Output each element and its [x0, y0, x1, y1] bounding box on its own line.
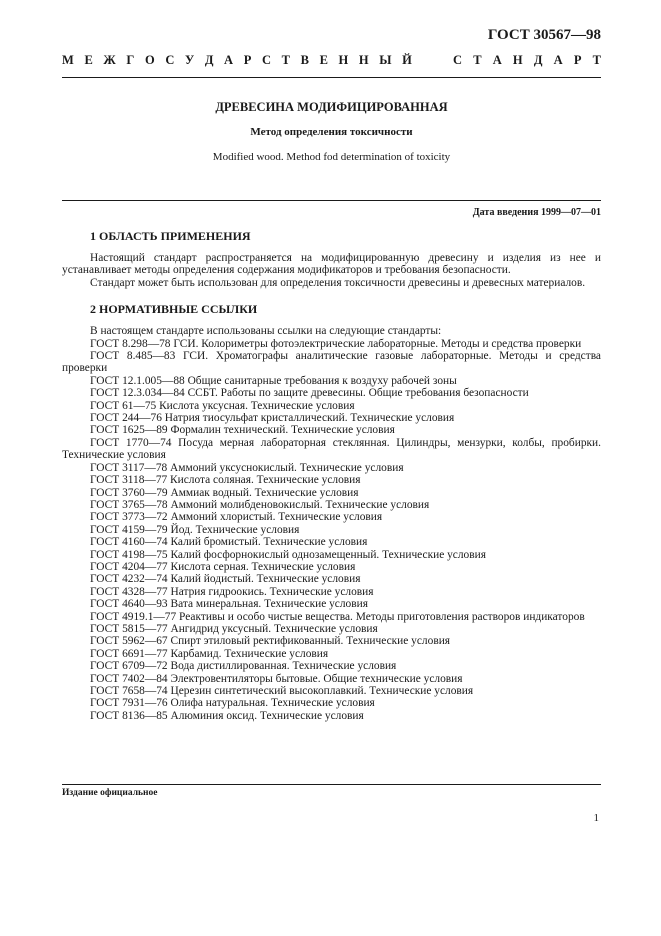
interstate-standard-banner — [62, 53, 601, 68]
reference-item: ГОСТ 4159—79 Йод. Технические условия — [90, 523, 300, 536]
reference-item: ГОСТ 7658—74 Церезин синтетический высокоплавкий. Технические условия — [90, 685, 474, 697]
gost-code: ГОСТ 30567—98 — [487, 27, 601, 43]
reference-item: ГОСТ 6691—77 Карбамид. Технические условия — [90, 647, 329, 660]
reference-item: ГОСТ 4919.1—77 Реактивы и особо чистые вещества. Методы приготовления растворов индикаторов — [90, 610, 585, 623]
section-2-heading: 2 НОРМАТИВНЫЕ ССЫЛКИ — [90, 302, 258, 317]
interstate-word-2: С Т А Н Д А Р Т — [453, 53, 601, 67]
section-1-heading: 1 ОБЛАСТЬ ПРИМЕНЕНИЯ — [90, 229, 251, 243]
document-title: ДРЕВЕСИНА МОДИФИЦИРОВАННАЯ — [215, 100, 448, 114]
reference-item: ГОСТ 4198—75 Калий фосфорнокислый однозамещенный. Технические условия — [90, 548, 486, 561]
reference-item: ГОСТ 1625—89 Формалин технический. Технические условия — [90, 424, 395, 437]
introduction-date: Дата введения 1999—07—01 — [472, 207, 601, 218]
reference-list — [62, 338, 601, 723]
reference-item: ГОСТ 3760—79 Аммиак водный. Технические условия — [90, 486, 359, 499]
reference-item: ГОСТ 4160—74 Калий бромистый. Технические условия — [90, 536, 368, 549]
reference-item: ГОСТ 6709—72 Вода дистиллированная. Технические условия — [90, 660, 397, 673]
reference-item: ГОСТ 3765—78 Аммоний молибденовокислый. Технические условия — [90, 498, 430, 511]
document-subtitle: Метод определения токсичности — [250, 126, 413, 138]
footer-rule — [62, 784, 601, 785]
reference-item: ГОСТ 8.485—83 ГСИ. Хроматографы аналитические газовые лабораторные. Методы и средства проверки — [62, 350, 601, 375]
top-rule — [62, 77, 601, 78]
reference-item: ГОСТ 61—75 Кислота уксусная. Технические условия — [90, 399, 355, 412]
reference-item: ГОСТ 1770—74 Посуда мерная лабораторная стеклянная. Цилиндры, мензурки, колбы, пробирки. Технические условия — [62, 436, 601, 462]
section-1-paragraph: Стандарт может быть использован для определения токсичности древесины и древесных материалов. — [90, 276, 586, 289]
title-bottom-rule — [62, 200, 601, 201]
reference-item: ГОСТ 3773—72 Аммоний хлористый. Технические условия — [90, 511, 383, 524]
reference-item: ГОСТ 4232—74 Калий йодистый. Технические условия — [90, 573, 361, 586]
reference-item: ГОСТ 12.3.034—84 ССБТ. Работы по защите древесины. Общие требования безопасности — [90, 387, 529, 400]
edition-label: Издание официальное — [62, 788, 158, 798]
section-1-paragraph: Настоящий стандарт распространяется на модифицированную древесину и изделия из нее и устанавливает методы определения содержания модификаторов и требования безопасности. — [62, 252, 601, 277]
reference-item: ГОСТ 4204—77 Кислота серная. Технические условия — [90, 560, 356, 573]
reference-item: ГОСТ 7931—76 Олифа натуральная. Технические условия — [90, 697, 375, 710]
document-title-english: Modified wood. Method fod determination of toxicity — [212, 151, 451, 163]
reference-item: ГОСТ 5962—67 Спирт этиловый ректификованный. Технические условия — [90, 635, 451, 648]
reference-item: ГОСТ 3117—78 Аммоний уксуснокислый. Технические условия — [90, 461, 404, 474]
reference-item: ГОСТ 5815—77 Ангидрид уксусный. Технические условия — [90, 622, 378, 635]
reference-item: ГОСТ 244—76 Натрия тиосульфат кристаллический. Технические условия — [90, 412, 455, 425]
reference-item: ГОСТ 8.298—78 ГСИ. Колориметры фотоэлектрические лабораторные. Методы и средства проверки — [90, 337, 582, 350]
reference-item: ГОСТ 12.1.005—88 Общие санитарные требования к воздуху рабочей зоны — [90, 374, 457, 387]
reference-item: ГОСТ 8136—85 Алюминия оксид. Технические условия — [90, 709, 364, 722]
reference-item: ГОСТ 4640—93 Вата минеральная. Технические условия — [90, 598, 368, 611]
reference-item: ГОСТ 4328—77 Натрия гидроокись. Технические условия — [90, 585, 374, 598]
reference-item: ГОСТ 7402—84 Электровентиляторы бытовые. Общие технические условия — [90, 672, 463, 685]
reference-item: ГОСТ 3118—77 Кислота соляная. Технические условия — [90, 474, 361, 487]
page-number: 1 — [593, 812, 599, 824]
document-body — [62, 229, 601, 722]
interstate-word-1: М Е Ж Г О С У Д А Р С Т В Е Н Н Ы Й — [62, 53, 412, 67]
section-2-intro: В настоящем стандарте использованы ссылки на следующие стандарты: — [90, 325, 442, 338]
